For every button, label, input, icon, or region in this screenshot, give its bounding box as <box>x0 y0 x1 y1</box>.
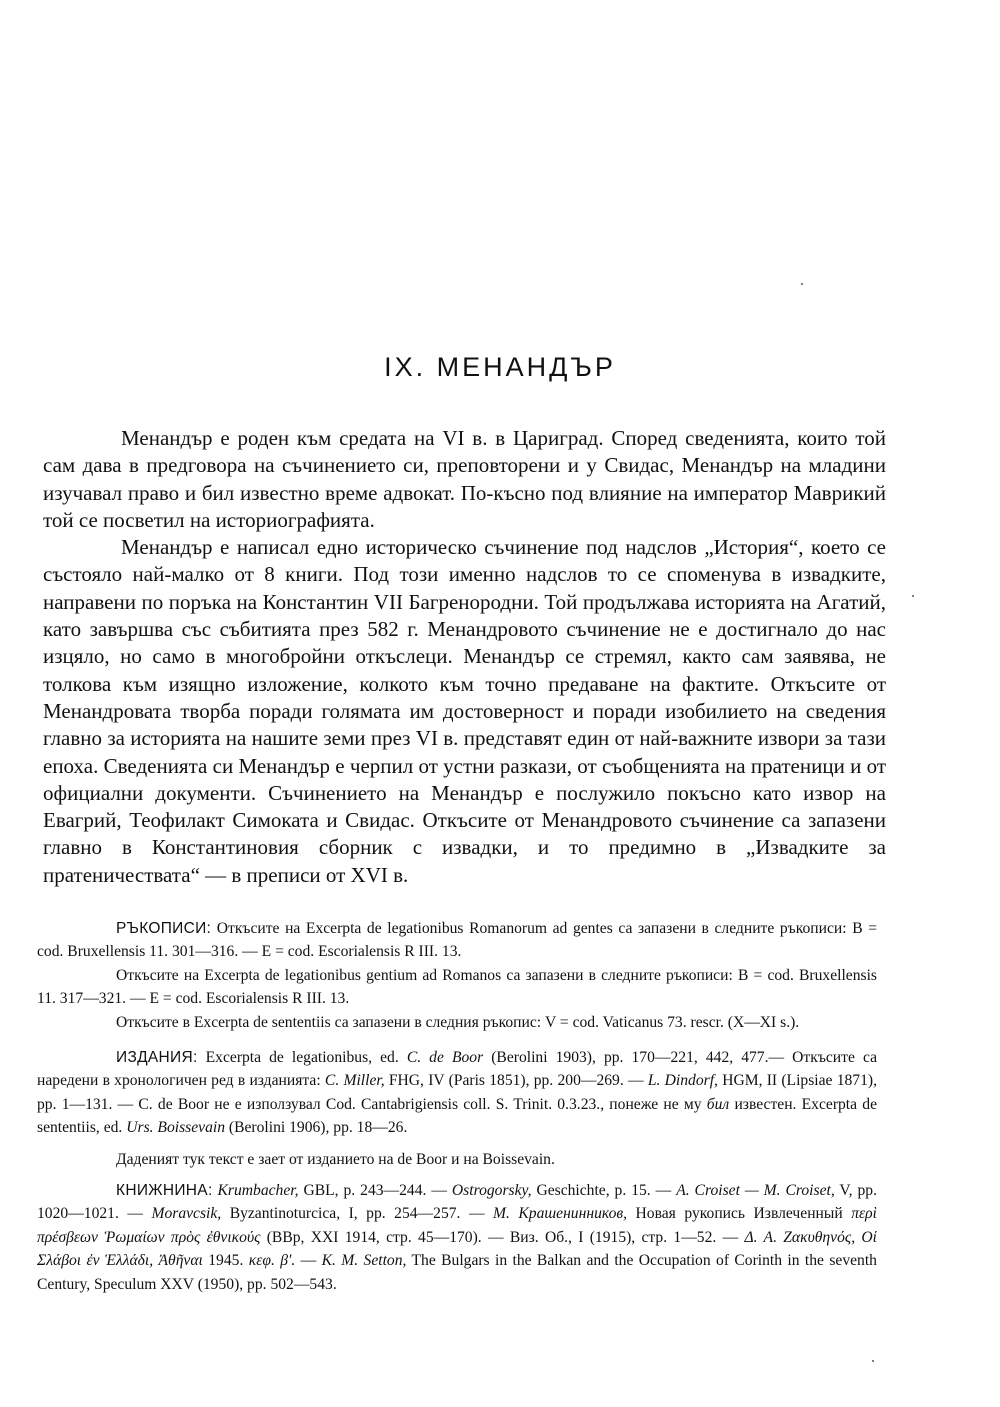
editions-italic-word: бил <box>706 1095 730 1113</box>
scan-speck <box>912 595 914 597</box>
chapter-title: IX. МЕНАНДЪР <box>384 352 616 382</box>
literature-text-6: (ВВр, XXI 1914, стр. 45—170). — Виз. Об., I (1915), стр. 1—52. — <box>266 1228 739 1246</box>
manuscripts-paragraph-2: Откъсите на Excerpta de legationibus gentium ad Romanos са запазени в следните ръкописи: B = cod. Bruxellensis 11. 317—321. — E = cod. Escorialensis R III. 13. <box>37 966 877 1008</box>
editions-text-3: FHG, IV (Paris 1851), pp. 200—269. — <box>388 1072 644 1090</box>
literature-author-4: Moravcsik, <box>151 1205 222 1223</box>
literature-text-3: V, pp. 1020—1021. — <box>37 1182 877 1223</box>
literature-text-2: Geschichte, p. 15. — <box>536 1182 672 1200</box>
manuscripts-paragraph <box>37 917 877 964</box>
editions-text-2: (Berolini 1903), pp. 170—221, 442, 477.— Откъсите са наредени в хронологичен ред в изданията: <box>37 1049 877 1090</box>
literature-paragraph <box>37 1179 877 1296</box>
source-note: Даденият тук текст е зает от изданието на de Boor и на Boissevain. <box>116 1150 555 1168</box>
scan-speck <box>872 1360 874 1362</box>
bibliography-notes <box>37 917 877 1296</box>
main-text <box>43 425 886 889</box>
literature-text-7: 1945. <box>208 1252 244 1270</box>
editions-text-4: HGM, II (Lipsiae 1871), pp. 1—131. — C. de Boor не е използувал Cod. Cantabrigiensis coll. S. Trinit. 0.3.23., понеже не му <box>37 1072 877 1113</box>
literature-text-5: Новая рукопись Извлеченный <box>635 1205 843 1223</box>
literature-greek-2: Δ. Α. Ζακυθηνός, Οἱ Σλάβοι ἐν Ἑλλάδι, Ἀθῆναι <box>37 1228 877 1270</box>
literature-author-3: A. Croiset — M. Croiset, <box>676 1182 835 1200</box>
paragraph-2: Менандър е написал едно историческо съчинение под надслов „История“, което се състояло най-малко от 8 книги. Под този именно надслов то се споменува в извадките, направени по поръка на Константин VII Багренородни. Той продължава историята на Агатий, като завършва със събитията през 582 г. Менандровото съчинение не е достигнало до нас изцяло, но само в многобройни откъслеци. Менандър се стремял, както сам заявява, не толкова към изящно изложение, колкото към точно предаване на фактите. Откъсите от Менандровата творба поради голямата им достоверност и поради изобилието на сведения главно за историята на нашите земи през VI в. представят един от най-важните извори за тази епоха. Сведенията си Менандър е черпил от устни разкази, от съобщенията на пратеници и от официални документи. Съчинението на Менандър е послужило покъсно като извор на Евагрий, Теофилакт Симоката и Свидас. Откъсите от Менандровото съчинение са запазени главно в Константиновия сборник с извадки, и то предимно в „Извадките за пратеничествата“ — в преписи от XVI в. <box>43 535 886 887</box>
literature-text-9: The Bulgars in the Balkan and the Occupation of Corinth in the seventh Century, Speculum XXV (1950), pp. 502—543. <box>37 1252 877 1293</box>
manuscripts-heading: РЪКОПИСИ: <box>116 920 212 937</box>
editions-author-4: Urs. Boissevain <box>126 1119 225 1137</box>
literature-greek-3: κεφ. β'. <box>248 1252 296 1270</box>
literature-text-8: — <box>300 1252 317 1270</box>
scan-speck <box>801 283 803 285</box>
editions-paragraph <box>37 1046 877 1140</box>
literature-text-1: GBL, p. 243—244. — <box>303 1182 447 1200</box>
editions-author-3: L. Dindorf, <box>647 1072 718 1090</box>
literature-author-2: Ostrogorsky, <box>451 1182 532 1200</box>
paragraph-1: Менандър е роден към средата на VI в. в Цариград. Според сведенията, които той сам дава в предговора на съчинението си, преповторени и у Свидас, Менандър на младини изучавал право и бил известно време адвокат. По-късно под влияние на император Маврикий той се посветил на историографията. <box>43 426 886 532</box>
literature-author-6: K. M. Setton, <box>321 1252 407 1270</box>
editions-text-5: известен. Excerpta de sententiis, ed. <box>37 1095 877 1137</box>
editions-text-6: (Berolini 1906), pp. 18—26. <box>228 1119 408 1137</box>
literature-text-4: Byzantinoturcica, I, pp. 254—257. — <box>229 1205 485 1223</box>
editions-author-2: C. Miller, <box>324 1072 385 1090</box>
literature-heading: КНИЖНИНА: <box>116 1182 213 1200</box>
literature-greek-1: περὶ πρέσβεων Ῥωμαίων πρὸς ἐθνικούς <box>37 1205 877 1246</box>
literature-author-5: М. Крашенинников, <box>493 1205 628 1223</box>
editions-author-1: C. de Boor <box>406 1049 484 1067</box>
literature-author-1: Krumbacher, <box>217 1182 299 1200</box>
editions-heading: ИЗДАНИЯ: <box>116 1049 198 1067</box>
manuscripts-paragraph-3: Откъсите в Excerpta de sententiis са запазени в следния ръкопис: V = cod. Vaticanus 73. rescr. (X—XI s.). <box>116 1013 800 1031</box>
manuscripts-text-1: Откъсите на Excerpta de legationibus Romanorum ad gentes са запазени в следните ръкописи: B = cod. Bruxellensis 11. 301—316. — E = cod. Escorialensis R III. 13. <box>37 920 877 961</box>
editions-text-1: Excerpta de legationibus, ed. <box>205 1049 399 1067</box>
